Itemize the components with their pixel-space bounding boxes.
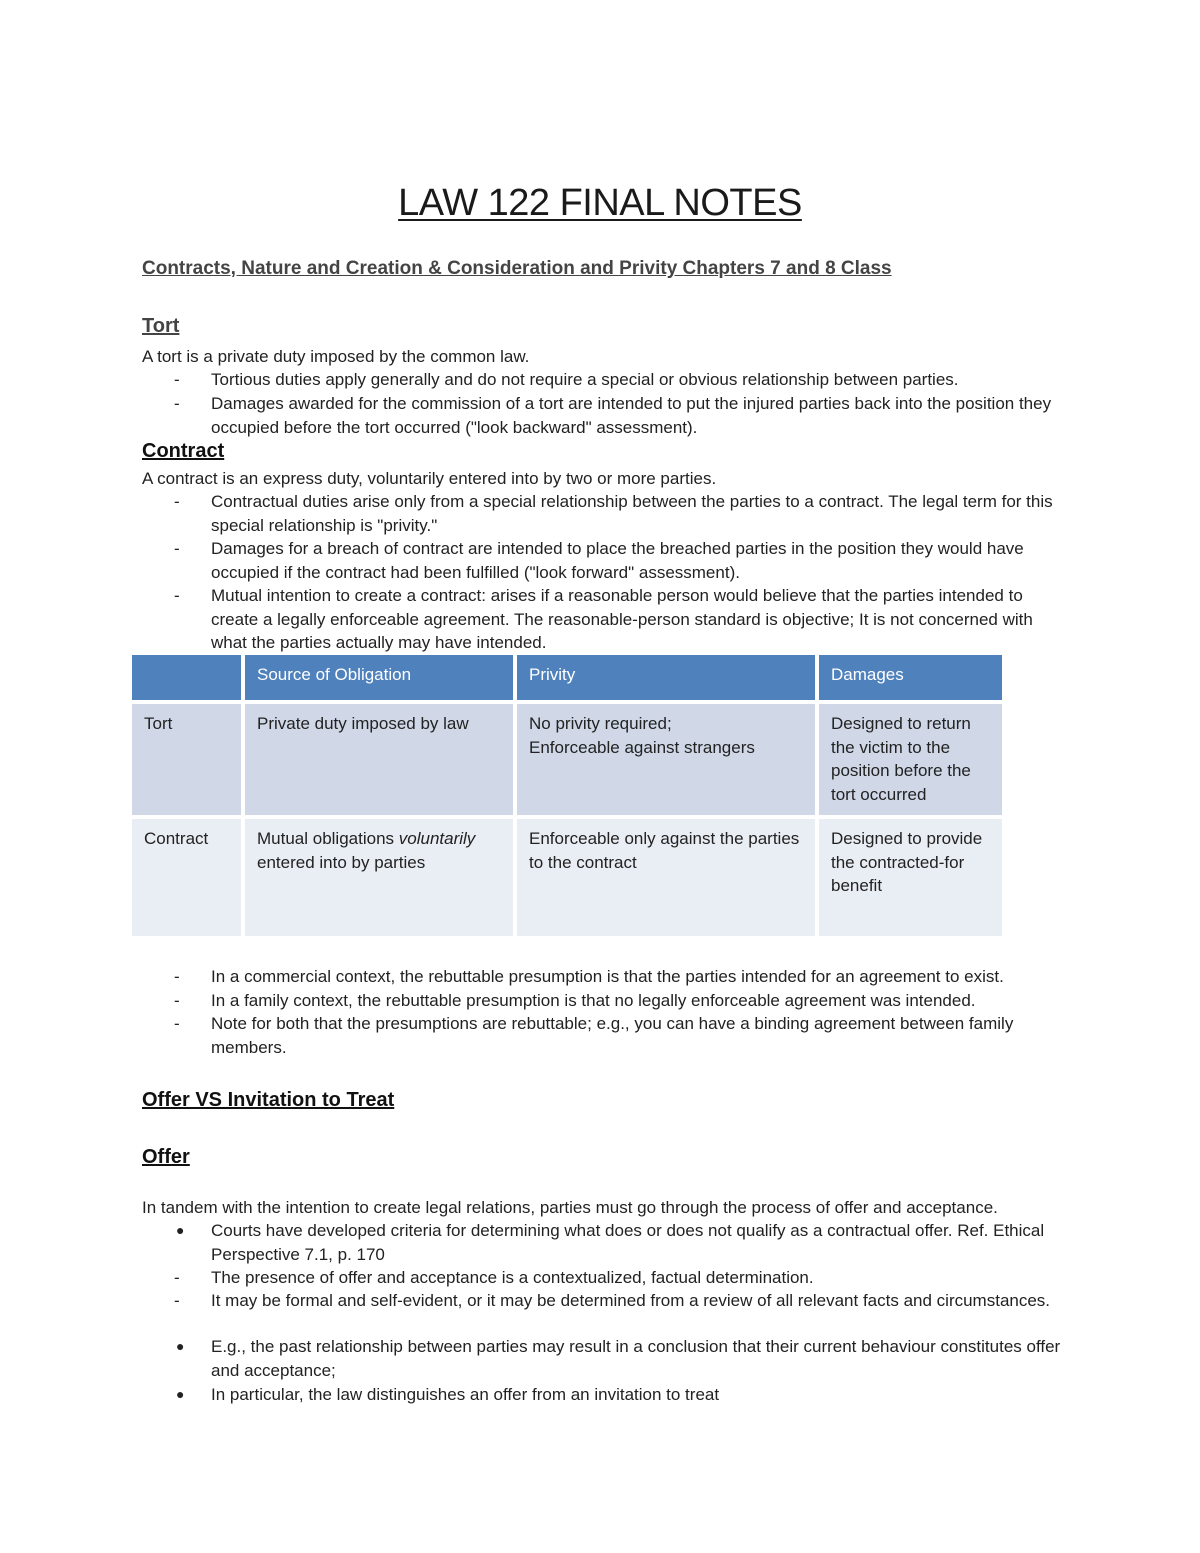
- list-item: - Damages for a breach of contract are intended to place the breached parties in the position they would have occupied if the contract had been fulfilled ("look forward" assessment).: [174, 539, 1024, 582]
- list-item: - Mutual intention to create a contract: arises if a reasonable person would believe that the parties intended to create a legally enforceable agreement. The reasonable-person standard is objective; It is not concerned with what the parties actually may have intended.: [174, 586, 1033, 652]
- table-header-privity: Privity: [517, 655, 815, 700]
- list-item: - Note for both that the presumptions are rebuttable; e.g., you can have a binding agreement between family members.: [174, 1014, 1014, 1057]
- dash-marker: -: [174, 1268, 180, 1287]
- list-item: - The presence of offer and acceptance is a contextualized, factual determination.: [142, 1266, 1072, 1290]
- cell-damages: Designed to return the victim to the position before the tort occurred: [819, 704, 1002, 815]
- cell-source: Private duty imposed by law: [245, 704, 513, 815]
- dash-marker: -: [174, 967, 180, 986]
- list-item: - It may be formal and self-evident, or it may be determined from a review of all relevant facts and circumstances.: [142, 1289, 1072, 1313]
- emphasis: voluntarily: [398, 829, 476, 848]
- list-item: - In a family context, the rebuttable presumption is that no legally enforceable agreement was intended.: [142, 989, 1072, 1013]
- row-label: Contract: [132, 819, 241, 936]
- list-item: ● E.g., the past relationship between parties may result in a conclusion that their current behaviour constitutes offer and acceptance;: [176, 1337, 1061, 1380]
- offer-heading: Offer: [142, 1146, 190, 1168]
- privity-line: No privity required;: [529, 714, 672, 733]
- dash-marker: -: [174, 492, 180, 511]
- table-header-damages: Damages: [819, 655, 1002, 700]
- cell-source: Mutual obligations voluntarily entered into by parties: [245, 819, 513, 936]
- table-header-blank: [132, 655, 241, 700]
- table-row: [132, 704, 1002, 815]
- dash-marker: -: [174, 586, 180, 605]
- table-row: [132, 819, 1002, 936]
- tort-heading: Tort: [142, 315, 180, 337]
- offer-vs-invitation-heading: Offer VS Invitation to Treat: [142, 1089, 395, 1111]
- cell-privity: Enforceable only against the parties to the contract: [517, 819, 815, 936]
- list-item: - Tortious duties apply generally and do not require a special or obvious relationship between parties.: [142, 368, 1072, 392]
- section-subtitle: Contracts, Nature and Creation & Consideration and Privity Chapters 7 and 8 Class: [142, 258, 892, 279]
- dash-marker: -: [174, 539, 180, 558]
- list-item: ● Courts have developed criteria for determining what does or does not qualify as a contractual offer. Ref. Ethical Perspective 7.1, p. 170: [176, 1221, 1045, 1264]
- bullet-marker: ●: [176, 1338, 185, 1354]
- table-header-source: Source of Obligation: [245, 655, 513, 700]
- dash-marker: -: [174, 370, 180, 389]
- privity-line: Enforceable against strangers: [529, 737, 755, 757]
- contract-heading: Contract: [142, 440, 225, 462]
- list-item: ● In particular, the law distinguishes an offer from an invitation to treat: [142, 1383, 1072, 1407]
- list-item: - Damages awarded for the commission of a tort are intended to put the injured parties back into the position they occupied before the tort occurred ("look backward" assessment).: [174, 394, 1052, 437]
- bullet-marker: ●: [176, 1222, 185, 1238]
- list-item: - In a commercial context, the rebuttable presumption is that the parties intended for an agreement to exist.: [142, 965, 1072, 989]
- document-title: LAW 122 FINAL NOTES: [398, 182, 802, 224]
- dash-marker: -: [174, 1291, 180, 1310]
- bullet-marker: ●: [176, 1386, 185, 1402]
- dash-marker: -: [174, 394, 180, 413]
- offer-intro: In tandem with the intention to create legal relations, parties must go through the process of offer and acceptance.: [142, 1198, 998, 1217]
- tort-contract-comparison-table: [128, 651, 1006, 940]
- dash-marker: -: [174, 1014, 180, 1033]
- table-header-row: [132, 655, 1002, 700]
- contract-intro: A contract is an express duty, voluntarily entered into by two or more parties.: [142, 469, 717, 488]
- dash-marker: -: [174, 991, 180, 1010]
- cell-damages: Designed to provide the contracted-for benefit: [819, 819, 1002, 936]
- cell-privity: [517, 704, 815, 815]
- row-label: Tort: [132, 704, 241, 815]
- tort-intro: A tort is a private duty imposed by the common law.: [142, 347, 530, 366]
- list-item: - Contractual duties arise only from a special relationship between the parties to a contract. The legal term for this special relationship is "privity.": [174, 492, 1053, 535]
